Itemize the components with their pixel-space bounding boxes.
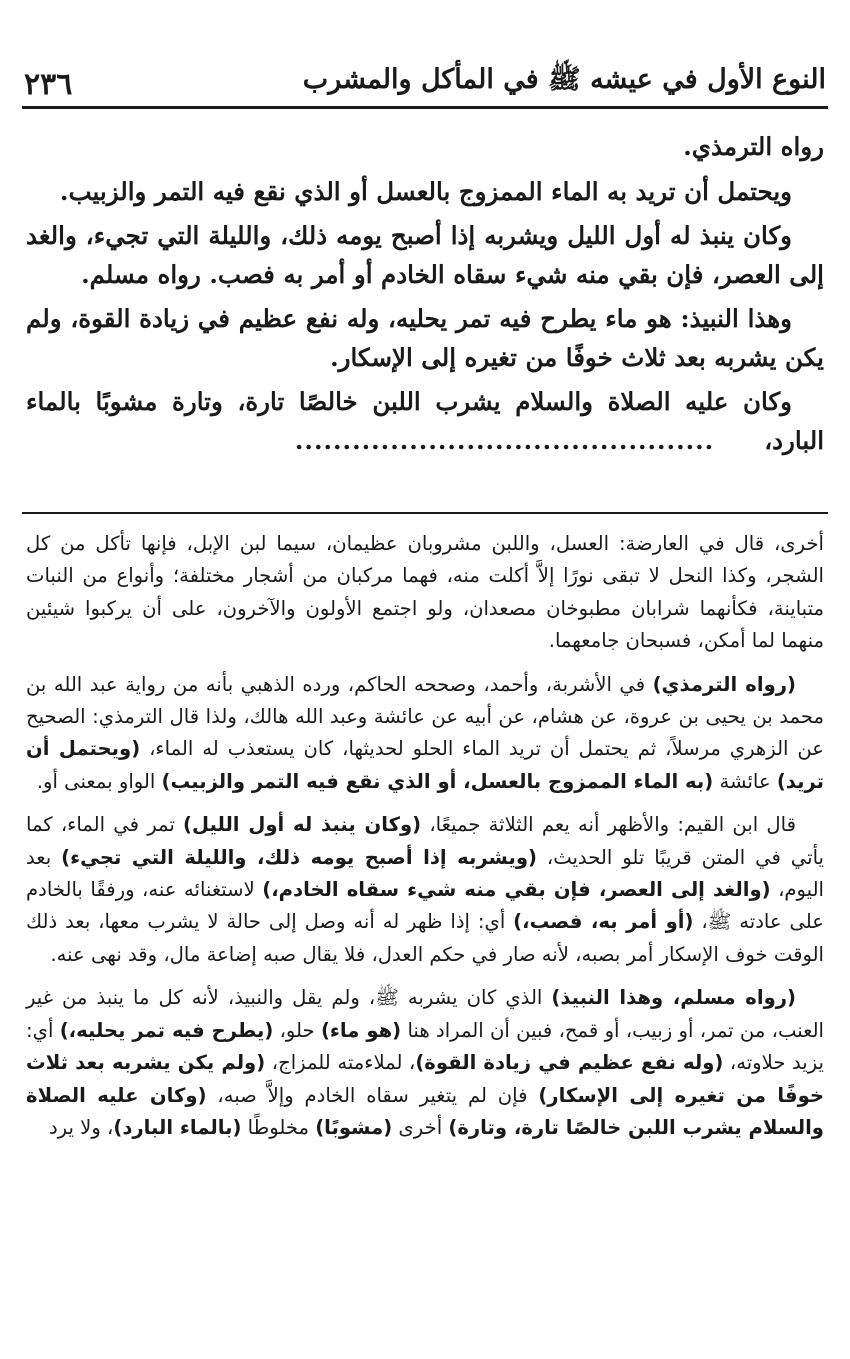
- commentary-run: مخلوطًا: [241, 1115, 316, 1139]
- commentary-run: أخرى: [392, 1115, 449, 1139]
- main-text: [26, 128, 824, 466]
- commentary-text: [26, 528, 824, 1155]
- commentary-paragraph: [26, 809, 824, 971]
- commentary-run: قال ابن القيم: والأظهر أنه يعم الثلاثة جميعًا،: [421, 813, 797, 837]
- quoted-text: (مشوبًا): [315, 1115, 393, 1139]
- quoted-text: (ويحتمل أن تريد): [26, 737, 824, 793]
- quoted-text: (وكان ينبذ له أول الليل): [183, 813, 422, 837]
- running-title: النوع الأول في عيشه ﷺ في المأكل والمشرب: [302, 64, 826, 95]
- main-paragraph: وهذا النبيذ: هو ماء يطرح فيه تمر يحليه، وله نفع عظيم في زيادة القوة، ولم يكن يشربه بعد ثلاث خوفًا من تغيره إلى الإسكار.: [26, 304, 824, 372]
- footnote-separator: [22, 512, 828, 514]
- quoted-text: (به الماء الممزوج بالعسل، أو الذي نقع فيه التمر والزبيب): [161, 769, 714, 793]
- commentary-run: الذي كان يشربه ﷺ، ولم يقل والنبيذ، لأنه كل ما ينبذ من غير العنب، من تمر، أو زبيب، أو قمح، فبين أن المراد هنا: [26, 986, 824, 1042]
- quoted-text: (والغد إلى العصر، فإن بقي منه شيء سقاه الخادم،): [262, 878, 771, 902]
- commentary-run: بعد اليوم،: [26, 845, 824, 902]
- commentary-run: الواو بمعنى أو.: [36, 769, 162, 793]
- main-paragraph: [26, 383, 824, 460]
- commentary-run: ، لملاءمته للمزاج،: [265, 1051, 416, 1075]
- continuation-dots: ............................................: [294, 425, 715, 455]
- quoted-text: (أو أمر به، فصب،): [513, 910, 694, 934]
- quoted-text: (رواه مسلم، وهذا النبيذ): [551, 986, 796, 1010]
- main-paragraph: ويحتمل أن تريد به الماء الممزوج بالعسل أو الذي نقع فيه التمر والزبيب.: [59, 176, 792, 206]
- commentary-run: أي: إذا ظهر له أنه وصل إلى حالة لا يشرب معها، بعد ذلك الوقت خوف الإسكار أمر بصبه، لأنه صار في حكم العدل، فلا يقال صبه إضاعة مال، وقد نهى عنه.: [26, 910, 824, 966]
- commentary-run: فإن لم يتغير سقاه الخادم وإلاَّ صبه،: [206, 1083, 539, 1107]
- commentary-run: تمر في الماء، كما يأتي في المتن قريبًا تلو الحديث،: [26, 813, 824, 869]
- commentary-run: حلو،: [273, 1018, 321, 1042]
- main-paragraph: وكان ينبذ له أول الليل ويشربه إذا أصبح يومه ذلك، والليلة التي تجيء، والغد إلى العصر، فإن بقي منه شيء سقاه الخادم أو أمر به فصب. رواه مسلم.: [26, 221, 824, 289]
- quoted-text: (بالماء البارد): [113, 1115, 242, 1139]
- commentary-paragraph: [26, 669, 824, 799]
- quoted-text: (هو ماء): [320, 1018, 402, 1042]
- quoted-text: (ويشربه إذا أصبح يومه ذلك، والليلة التي تجيء): [61, 845, 537, 869]
- commentary-run: في الأشربة، وأحمد، وصححه الحاكم، ورده الذهبي بأنه من رواية عبد الله بن محمد بن يحيى بن عروة، عن هشام، عن أبيه عن عائشة وعبد الله هالك، ولذا قال الترمذي: الصحيح عن الزهري مرسلاً، ثم يحتمل أن تريد الماء الحلو لحديثها، كان يستعذب له الماء،: [26, 672, 824, 761]
- commentary-run: أي: يزيد حلاوته،: [26, 1018, 824, 1075]
- quoted-text: (وكان عليه الصلاة والسلام يشرب اللبن خالصًا تارة، وتارة): [26, 1083, 824, 1139]
- main-paragraph: رواه الترمذي.: [683, 132, 824, 161]
- page-header: [24, 52, 826, 102]
- quoted-text: (رواه الترمذي): [652, 672, 796, 696]
- quoted-text: (ولم يكن يشربه بعد ثلاث خوفًا من تغيره إلى الإسكار): [26, 1051, 824, 1107]
- main-paragraph-text: وكان عليه الصلاة والسلام يشرب اللبن خالصًا تارة، وتارة مشوبًا بالماء البارد،: [26, 387, 824, 455]
- commentary-paragraph: [26, 982, 824, 1144]
- header-rule: [22, 106, 828, 109]
- quoted-text: (وله نفع عظيم في زيادة القوة): [415, 1051, 724, 1075]
- commentary-run: عائشة: [713, 769, 777, 793]
- commentary-run: ، ولا يرد: [48, 1115, 114, 1139]
- commentary-run: لاستغنائه عنه، ورفقًا بالخادم على عادته ﷺ،: [26, 878, 824, 934]
- quoted-text: (يطرح فيه تمر يحليه،): [59, 1018, 274, 1042]
- page-number: ٢٣٦: [24, 67, 73, 102]
- commentary-paragraph: أخرى، قال في العارضة: العسل، واللبن مشروبان عظيمان، سيما لبن الإبل، فإنها تأكل من كل الشجر، وكذا النحل لا تبقى نورًا إلاَّ أكلت منه، فهما مركبان من أشجار مختلفة؛ وأنواع من النبات متباينة، فكأنهما شرابان مطبوخان مصعدان، ولو اجتمع الأولون والآخرون، على أن يركبوا شيئين منهما لما أمكن، فسبحان جامعهما.: [26, 532, 824, 653]
